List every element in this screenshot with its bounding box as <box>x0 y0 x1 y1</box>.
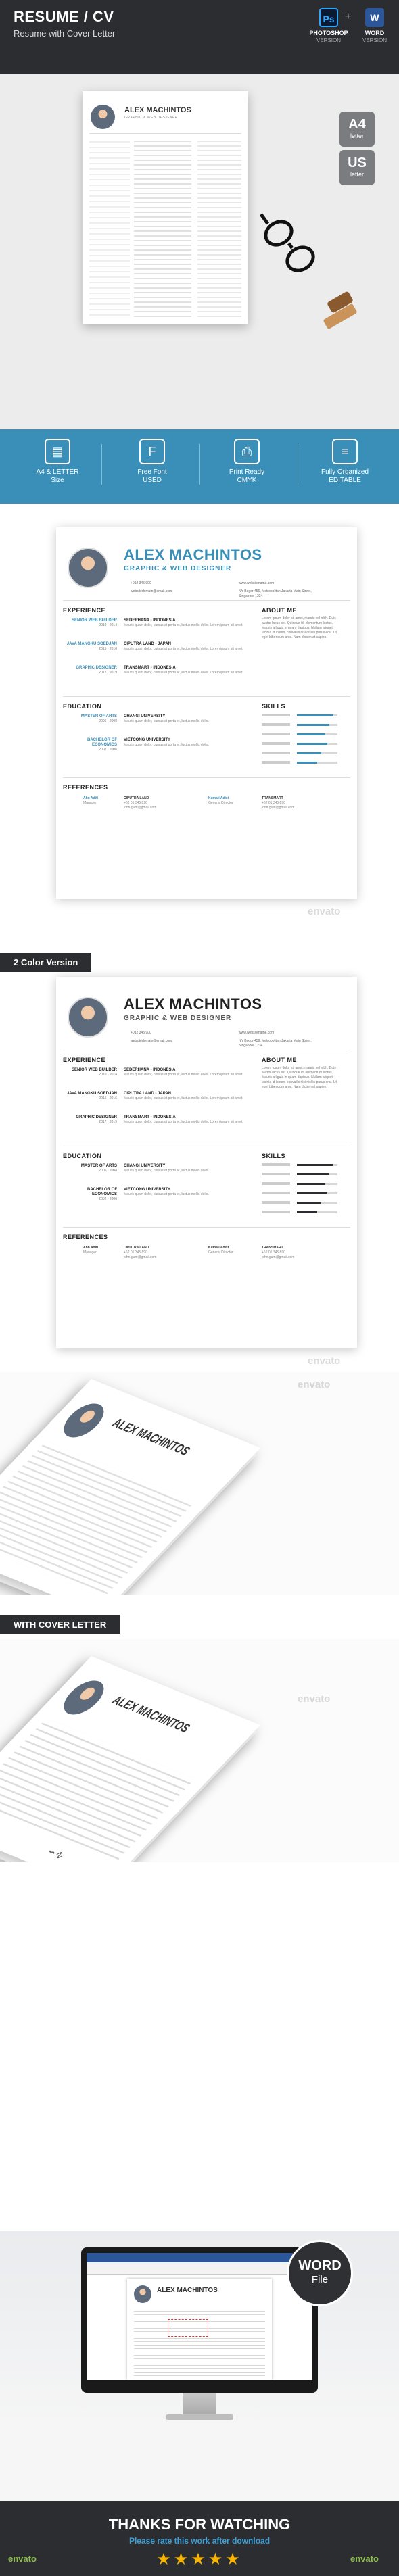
ref1-company: CIPUTRA LAND <box>124 1246 149 1250</box>
stacked-page-front <box>0 1379 260 1595</box>
skill-label-bar <box>262 1163 290 1166</box>
hero-preview <box>0 74 399 429</box>
edu-title-1: MASTER OF ARTS 2006 - 2008 <box>80 714 117 723</box>
ref1-company: CIPUTRA LAND <box>124 796 149 800</box>
ref1-email: john.gum@gmail.com <box>124 1255 157 1259</box>
photoshop-icon: Ps <box>319 8 338 27</box>
thumb-left-col <box>89 137 130 320</box>
cover-name: ALEX MACHINTOS <box>108 1694 193 1735</box>
skill-bar <box>297 1173 337 1175</box>
email-text: websitedomain@email.com <box>131 589 172 593</box>
exp-item-1: SEDERHANA - INDONESIA Mauris quam dolor, cursus at porta et, luctus mollis dolor. Lorem ipsum sit amet. <box>124 1068 243 1077</box>
ref1-role: Manager <box>83 1250 97 1255</box>
layers-icon: ≡ <box>332 439 358 464</box>
ref2-role: General Director <box>208 1250 233 1255</box>
word-badge-title: WORD <box>298 2258 342 2273</box>
edu-item-2: VIETCONG UNIVERSITY Mauris quam dolor, cursus at porta et, luctus mollis dolor. <box>124 1188 210 1196</box>
exp-title-2: JAVA MANGKU SOEDJAN 2015 - 2016 <box>66 1092 117 1100</box>
skills-heading: SKILLS <box>262 1152 286 1159</box>
word-title-bar <box>87 2253 312 2262</box>
skill-label-bar <box>262 752 290 754</box>
exp-title-2: JAVA MANGKU SOEDJAN 2015 - 2016 <box>66 642 117 651</box>
edu-item-1: CHANGI UNIVERSITY Mauris quam dolor, cursus at porta et, luctus mollis dolor. <box>124 1164 210 1173</box>
exp-item-3: TRANSMART - INDONESIA Mauris quam dolor, cursus at porta et, luctus mollis dolor. Lorem ipsum sit amet. <box>124 1115 243 1124</box>
watermark-text: envato <box>308 906 341 917</box>
word-text-box <box>168 2319 208 2337</box>
envato-logo-right: envato <box>350 2554 379 2564</box>
thumb-name: ALEX MACHINTOS <box>124 106 191 114</box>
section-divider <box>63 1227 350 1228</box>
resume-name: ALEX MACHINTOS <box>124 546 262 563</box>
skill-bar-fill <box>297 724 329 726</box>
feature-font-line1: Free Font <box>137 468 167 476</box>
stack-text-lines <box>0 1441 195 1595</box>
profile-photo <box>68 997 108 1038</box>
skill-bar <box>297 743 337 745</box>
skill-bar-fill <box>297 1164 333 1166</box>
section-divider <box>63 777 350 778</box>
thumb-photo <box>91 105 115 129</box>
cover-letter-page <box>0 1656 260 1862</box>
skill-row <box>262 1211 343 1215</box>
a4-badge-label: A4 <box>348 117 366 132</box>
word-label: WORD <box>365 30 385 37</box>
skill-row <box>262 742 343 746</box>
skill-bar-fill <box>297 743 327 745</box>
skills-heading: SKILLS <box>262 703 286 710</box>
skill-row <box>262 723 343 727</box>
skill-row <box>262 1192 343 1196</box>
feature-print-line2: CMYK <box>237 477 257 484</box>
ref1-name: Ahn Aditi <box>83 796 99 800</box>
skill-bar <box>297 1192 337 1194</box>
skill-bar-fill <box>297 714 333 716</box>
exp-item-1: SEDERHANA - INDONESIA Mauris quam dolor, cursus at porta et, luctus mollis dolor. Lorem ipsum sit amet. <box>124 618 243 627</box>
exp-item-3: TRANSMART - INDONESIA Mauris quam dolor, cursus at porta et, luctus mollis dolor. Lorem ipsum sit amet. <box>124 666 243 675</box>
resume-preview-blue <box>56 527 357 899</box>
feature-organized-line2: EDITABLE <box>329 477 361 484</box>
feature-size-line2: Size <box>51 477 64 484</box>
skill-row <box>262 1163 343 1167</box>
skill-bar-fill <box>297 1202 321 1204</box>
watermark-text: envato <box>298 1379 331 1390</box>
skill-label-bar <box>262 1192 290 1194</box>
edu-item-2: VIETCONG UNIVERSITY Mauris quam dolor, cursus at porta et, luctus mollis dolor. <box>124 738 210 747</box>
web-text: www.websitename.com <box>239 1031 275 1035</box>
cover-letter-preview <box>0 1639 399 1862</box>
ref2-name: Kumali Adist <box>208 1246 229 1250</box>
ref2-phone: +62 01 345 890 <box>262 801 285 805</box>
word-text-lines <box>134 2308 265 2376</box>
feature-font-line2: USED <box>143 477 162 484</box>
word-document-page <box>127 2279 272 2380</box>
skill-row <box>262 1201 343 1205</box>
about-text: Lorem Ipsum dolor sit amet, mauris vel nibh. Duis auctor lacus est. Quisque id, elementum luctus. Mauris a ligula in quam dapibus. Nullam aliquet, lacinia id ipsum, convallis nisi nisl in purus erat. Ut eget bibendum ante. Nam dictum at sapien. <box>262 1066 337 1089</box>
signature-mark: ∽∿ <box>43 1844 68 1862</box>
stack-photo <box>55 1399 112 1442</box>
word-doc-name: ALEX MACHINTOS <box>157 2287 218 2294</box>
experience-heading: EXPERIENCE <box>63 607 106 614</box>
web-text: www.websitename.com <box>239 581 275 585</box>
references-heading: REFERENCES <box>63 1234 108 1240</box>
ref1-name: Ahn Aditi <box>83 1246 99 1250</box>
ref2-phone: +62 01 345 890 <box>262 1250 285 1255</box>
feature-organized <box>308 439 382 485</box>
a4-badge <box>339 112 375 147</box>
skill-label-bar <box>262 714 290 716</box>
ref1-phone: +62 01 345 890 <box>124 1250 147 1255</box>
skill-label-bar <box>262 1173 290 1175</box>
thumb-mid-col <box>134 137 191 320</box>
about-heading: ABOUT ME <box>262 1056 297 1063</box>
spacer-band <box>0 2433 399 2501</box>
features-bar <box>0 429 399 504</box>
edu-title-1: MASTER OF ARTS 2006 - 2008 <box>80 1164 117 1173</box>
skill-row <box>262 1173 343 1177</box>
word-icon: W <box>365 8 384 27</box>
experience-heading: EXPERIENCE <box>63 1056 106 1063</box>
about-heading: ABOUT ME <box>262 607 297 614</box>
skill-bar-fill <box>297 762 317 764</box>
glasses-icon <box>258 213 326 277</box>
us-badge <box>339 150 375 185</box>
word-ribbon <box>87 2262 312 2275</box>
ref2-name: Kumali Adist <box>208 796 229 800</box>
feature-print <box>210 439 284 485</box>
edu-title-2: BACHELOR OF ECONOMICS 2002 - 2006 <box>87 1188 117 1201</box>
ref2-email: john.gum@gmail.com <box>262 806 295 810</box>
skill-bar <box>297 762 337 764</box>
rate-text: Please rate this work after download <box>128 2536 271 2546</box>
header-bar <box>0 0 399 74</box>
plus-icon: + <box>345 11 352 22</box>
resume-name: ALEX MACHINTOS <box>124 996 262 1013</box>
monitor-screen <box>87 2253 312 2380</box>
feature-print-line1: Print Ready <box>229 468 265 476</box>
skill-label-bar <box>262 723 290 726</box>
profile-photo <box>68 548 108 588</box>
skill-bar <box>297 1183 337 1185</box>
page-title: RESUME / CV <box>14 8 114 25</box>
resume-role: GRAPHIC & WEB DESIGNER <box>124 1015 232 1022</box>
font-icon: F <box>139 439 165 464</box>
cover-text-lines <box>0 1718 195 1862</box>
ref1-role: Manager <box>83 801 97 805</box>
phone-text: +012 345 900 <box>131 1031 151 1035</box>
skill-label-bar <box>262 1182 290 1185</box>
skill-row <box>262 752 343 756</box>
ref1-email: john.gum@gmail.com <box>124 806 157 810</box>
skill-bar-fill <box>297 1183 325 1185</box>
skill-row <box>262 714 343 718</box>
monitor-mockup <box>81 2247 318 2393</box>
resume-preview-dark <box>56 977 357 1348</box>
skill-bar-fill <box>297 1192 327 1194</box>
resume-thumbnail <box>83 91 248 324</box>
edu-title-2: BACHELOR OF ECONOMICS 2002 - 2006 <box>87 738 117 752</box>
education-heading: EDUCATION <box>63 1152 102 1159</box>
edu-item-1: CHANGI UNIVERSITY Mauris quam dolor, cursus at porta et, luctus mollis dolor. <box>124 714 210 723</box>
skill-bar-fill <box>297 733 325 735</box>
word-file-badge <box>287 2240 353 2306</box>
skill-label-bar <box>262 742 290 745</box>
word-photo <box>134 2285 151 2303</box>
skill-label-bar <box>262 1201 290 1204</box>
education-heading: EDUCATION <box>63 703 102 710</box>
about-text: Lorem Ipsum dolor sit amet, mauris vel nibh. Duis auctor lacus est. Quisque id, elementum luctus. Mauris a ligula in quam dapibus. Nullam aliquet, lacinia id ipsum, convallis nisi nisl in purus erat. Ut eget bibendum ante. Nam dictum at sapien. <box>262 616 337 639</box>
feature-size-line1: A4 & LETTER <box>36 468 79 476</box>
feature-size <box>20 439 95 485</box>
exp-item-2: CIPUTRA LAND - JAPAN Mauris quam dolor, cursus at porta et, luctus mollis dolor. Lorem ipsum sit amet. <box>124 642 243 651</box>
skill-bar-fill <box>297 1211 317 1213</box>
ref2-role: General Director <box>208 801 233 805</box>
two-color-label: 2 Color Version <box>0 953 91 972</box>
phone-text: +012 345 900 <box>131 581 151 585</box>
photoshop-label: PHOTOSHOP <box>309 30 348 37</box>
skill-row <box>262 733 343 737</box>
skill-bar <box>297 733 337 735</box>
us-badge-label: US <box>348 155 367 170</box>
feature-font <box>115 439 189 485</box>
word-badge-file: File <box>311 2274 329 2285</box>
cover-photo <box>55 1676 112 1719</box>
watermark-text: envato <box>308 1355 341 1367</box>
exp-title-3: GRAPHIC DESIGNER 2017 - 2019 <box>76 1115 117 1124</box>
email-text: websitedomain@email.com <box>131 1039 172 1043</box>
skill-bar <box>297 1202 337 1204</box>
skill-bar-fill <box>297 1173 329 1175</box>
feature-divider <box>101 444 102 485</box>
skill-bar <box>297 1211 337 1213</box>
thumb-right-col <box>197 137 241 320</box>
header-divider <box>63 600 350 601</box>
skill-bar <box>297 752 337 754</box>
skill-label-bar <box>262 733 290 735</box>
ref1-phone: +62 01 345 890 <box>124 801 147 805</box>
skill-label-bar <box>262 1211 290 1213</box>
skill-bar <box>297 714 337 716</box>
a4-badge-sub: letter <box>350 132 364 139</box>
skill-bar <box>297 1164 337 1166</box>
envato-logo-left: envato <box>8 2554 37 2564</box>
page-icon: ▤ <box>45 439 70 464</box>
skill-label-bar <box>262 761 290 764</box>
exp-title-1: SENIOR WEB BUILDER 2010 - 2014 <box>71 618 117 627</box>
page-subtitle: Resume with Cover Letter <box>14 28 116 39</box>
exp-title-3: GRAPHIC DESIGNER 2017 - 2019 <box>76 666 117 675</box>
cover-letter-label: WITH COVER LETTER <box>0 1615 120 1634</box>
ref2-email: john.gum@gmail.com <box>262 1255 295 1259</box>
thumb-role: GRAPHIC & WEB DESIGNER <box>124 116 178 120</box>
monitor-stand <box>183 2393 216 2416</box>
monitor-base <box>166 2414 233 2420</box>
skill-bar-fill <box>297 752 321 754</box>
skill-row <box>262 1182 343 1186</box>
section-divider <box>63 696 350 697</box>
watermark-text: envato <box>298 1693 331 1705</box>
address-text: NY Bogor 456, Metropolitan Jakarta Main Street, Singapore 1234 <box>239 1039 312 1048</box>
resume-role: GRAPHIC & WEB DESIGNER <box>124 565 232 573</box>
skill-bar <box>297 724 337 726</box>
references-heading: REFERENCES <box>63 784 108 791</box>
photoshop-version: VERSION <box>316 37 341 43</box>
exp-item-2: CIPUTRA LAND - JAPAN Mauris quam dolor, cursus at porta et, luctus mollis dolor. Lorem ipsum sit amet. <box>124 1092 243 1100</box>
rating-stars-icon: ★★★★★ <box>156 2550 243 2569</box>
footer-bar <box>0 2501 399 2576</box>
exp-title-1: SENIOR WEB BUILDER 2010 - 2014 <box>71 1068 117 1077</box>
skill-row <box>262 761 343 765</box>
address-text: NY Bogor 456, Metropolitan Jakarta Main Street, Singapore 1234 <box>239 589 312 598</box>
ref2-company: TRANSMART <box>262 796 283 800</box>
thanks-text: THANKS FOR WATCHING <box>108 2516 291 2533</box>
us-badge-sub: letter <box>350 171 364 178</box>
print-icon: ⎙ <box>234 439 260 464</box>
thumb-divider <box>89 133 241 134</box>
angled-stack-preview <box>0 1372 399 1595</box>
stack-name: ALEX MACHINTOS <box>108 1417 193 1458</box>
feature-organized-line1: Fully Organized <box>321 468 369 476</box>
word-version: VERSION <box>362 37 387 43</box>
ref2-company: TRANSMART <box>262 1246 283 1250</box>
